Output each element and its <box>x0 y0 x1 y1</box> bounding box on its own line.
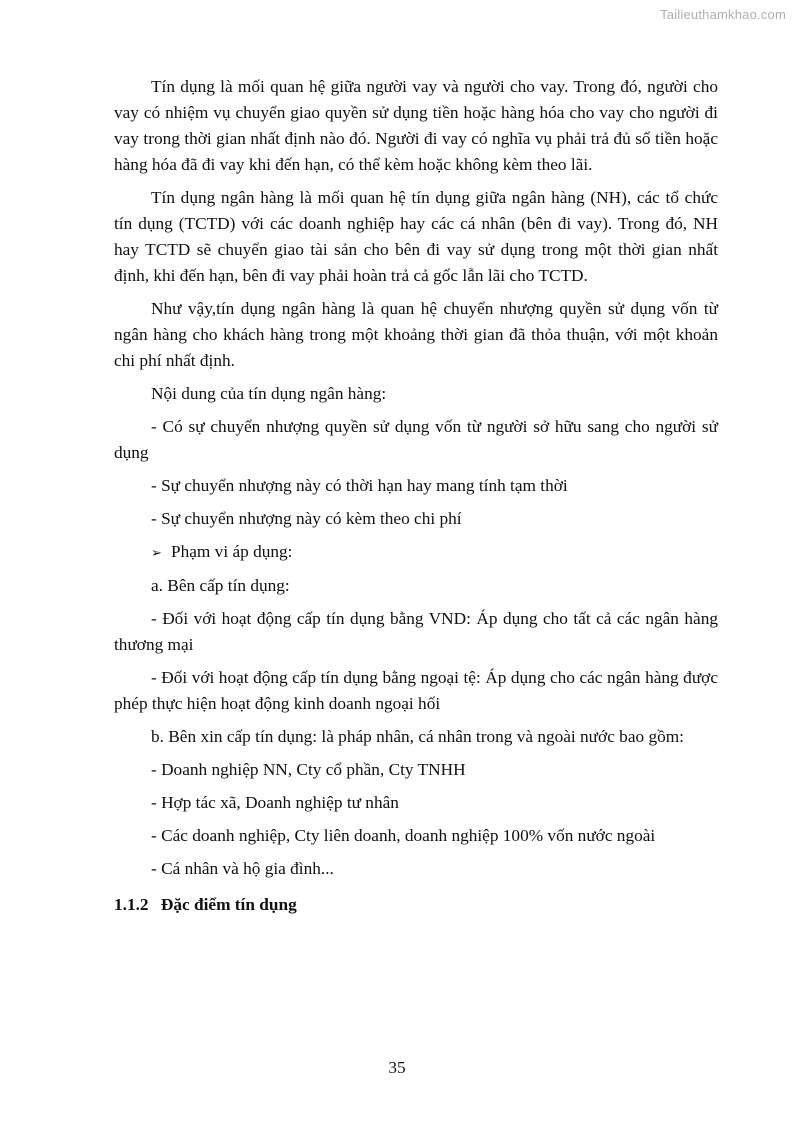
watermark-text: Tailieuthamkhao.com <box>660 7 786 22</box>
section-heading <box>114 892 718 918</box>
list-item: - Đối với hoạt động cấp tín dụng bằng VND: Áp dụng cho tất cả các ngân hàng thương mại <box>114 609 718 654</box>
list-item: - Cá nhân và hộ gia đình... <box>151 859 334 878</box>
section-a-title: a. Bên cấp tín dụng: <box>151 576 290 595</box>
list-item: - Các doanh nghiệp, Cty liên doanh, doanh nghiệp 100% vốn nước ngoài <box>151 826 656 845</box>
page-number: 35 <box>388 1058 406 1077</box>
list-item: - Sự chuyển nhượng này có thời hạn hay mang tính tạm thời <box>151 476 568 495</box>
paragraph-credit-definition: Tín dụng là mối quan hệ giữa người vay và người cho vay. Trong đó, người cho vay có nhiệm vụ chuyển giao quyền sử dụng tiền hoặc hàng hóa cho vay cho người đi vay trong thời gian nhất định nào đó. Người đi vay có nghĩa vụ phải trả đủ số tiền hoặc hàng hóa đã đi vay khi đến hạn, có thể kèm hoặc không kèm theo lãi. <box>114 77 718 174</box>
document-body <box>114 74 718 918</box>
scope-label: Phạm vi áp dụng: <box>171 542 293 561</box>
paragraph-bank-credit-definition: Tín dụng ngân hàng là mối quan hệ tín dụng giữa ngân hàng (NH), các tổ chức tín dụng (TCTD) với các doanh nghiệp hay các cá nhân (bên đi vay). Trong đó, NH hay TCTD sẽ chuyển giao tài sản cho bên đi vay sử dụng trong một thời gian nhất định, khi đến hạn, bên đi vay phải hoàn trả cả gốc lẫn lãi cho TCTD. <box>114 188 718 285</box>
list-item: - Có sự chuyển nhượng quyền sử dụng vốn từ người sở hữu sang cho người sử dụng <box>114 417 718 462</box>
scope-heading <box>151 539 718 566</box>
list-item: - Đối với hoạt động cấp tín dụng bằng ngoại tệ: Áp dụng cho các ngân hàng được phép thực hiện hoạt động kinh doanh ngoại hối <box>114 668 718 713</box>
content-intro: Nội dung của tín dụng ngân hàng: <box>151 384 387 403</box>
list-item: - Hợp tác xã, Doanh nghiệp tư nhân <box>151 793 399 812</box>
arrow-bullet-icon: ➢ <box>151 545 162 560</box>
section-heading-number: 1.1.2 <box>114 895 149 914</box>
section-b-title: b. Bên xin cấp tín dụng: là pháp nhân, cá nhân trong và ngoài nước bao gồm: <box>151 727 684 746</box>
section-heading-title: Đặc điểm tín dụng <box>160 895 297 914</box>
list-item: - Sự chuyển nhượng này có kèm theo chi phí <box>151 509 462 528</box>
list-item: - Doanh nghiệp NN, Cty cổ phần, Cty TNHH <box>151 760 466 779</box>
paragraph-summary: Như vậy,tín dụng ngân hàng là quan hệ chuyển nhượng quyền sử dụng vốn từ ngân hàng cho khách hàng trong một khoảng thời gian đã thỏa thuận, với một khoản chi phí nhất định. <box>114 299 718 370</box>
